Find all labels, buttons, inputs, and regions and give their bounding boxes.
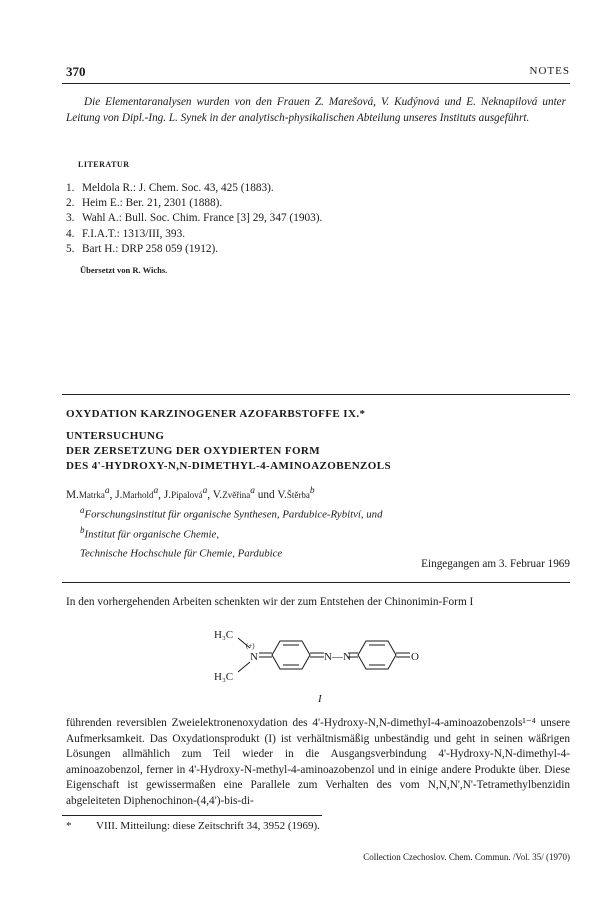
body-paragraph: führenden reversiblen Zweielektronenoxydation des 4'-Hydroxy-N,N-dimethyl-4-aminoazobenzols¹⁻⁴ unsere Aufmerksamkeit. Das Oxydationsprodukt (I) ist verhältnismäßig unbeständig und geht in seinen wäßrigen Lösungen allmählich zum Teil wieder in die Ausgangsverbindung 4'-Hydroxy-N,N-dimethyl-4-aminoazobenzol, ferner in 4'-Hydroxy-N-methyl-4-aminoazobenzol und in einige andere Produkte über. Diese Eigenschaft ist gewissermaßen eine Parallele zum Verhalten des vom N,N,N',N'-Tetramethylbenzidin abgeleiteten Diphenochinon-(4,4')-bis-di- [66,717,570,807]
intro-line: In den vorhergehenden Arbeiten schenkten wir der zum Entstehen der Chinonimin-Form I [66,596,474,608]
article-subtitle [66,429,391,474]
subtitle-line: DER ZERSETZUNG DER OXYDIERTEN FORM [66,445,321,457]
affiliation-line: $^a$Forschungsinstitut für organische Synthesen, Pardubice-Rybitví, und [80,505,383,521]
reference-item: 4. F.I.A.T.: 1313/III, 393. [66,227,186,240]
methyl-bottom-label: H₃C [214,671,234,683]
reference-item: 3. Wahl A.: Bull. Soc. Chim. France [3] 29, 347 (1903). [66,212,323,225]
affiliation-line: $^b$Institut für organische Chemie, [80,524,220,541]
section-rule [62,582,570,583]
charge-label: (+) [246,642,255,650]
compound-label: I [318,693,322,705]
page-number: 370 [66,64,86,79]
author: M.Matrka$^a$ [66,486,110,501]
reference-item: 2. Heim E.: Ber. 21, 2301 (1888). [66,197,223,210]
affiliations [80,503,382,562]
methyl-top-label: H₃C [214,629,234,641]
header-rule [62,83,570,84]
author: V.Štěrba$^b$ [277,486,315,501]
azo-label: N—N [324,651,351,663]
translator-credit: Übersetzt von R. Wichs. [80,265,168,275]
subtitle-line: DES 4'-HYDROXY-N,N-DIMETHYL-4-AMINOAZOBENZOLS [66,460,392,472]
page-header [66,64,570,80]
footnote: * VIII. Mitteilung: diese Zeitschrift 34, 3952 (1969). [66,820,320,832]
chemical-structure [200,620,440,710]
nitrogen-label: N [250,651,258,663]
subtitle-line: UNTERSUCHUNG [66,430,165,442]
author: J.Marhold$^a$ [115,486,159,501]
affiliation-line: Technische Hochschule für Chemie, Pardubice [80,547,283,560]
received-date: Eingegangen am 3. Februar 1969 [421,558,570,570]
literature-heading: LITERATUR [78,160,130,169]
author: V.Zvěřina$^a$ [212,486,255,501]
article-title: OXYDATION KARZINOGENER AZOFARBSTOFFE IX.* [66,408,366,420]
oxygen-label: O [411,651,419,663]
reference-list [66,181,322,257]
reference-item: 5. Bart H.: DRP 258 059 (1912). [66,242,219,255]
reference-item: 1. Meldola R.: J. Chem. Soc. 43, 425 (1883). [66,182,274,194]
author-list: M.Matrka$^a$, J.Marhold$^a$, J.Pípalová$^a$, V.Zvěřina$^a$ und V.Štěrba$^b$ [66,486,315,501]
author: J.Pípalová$^a$ [163,486,208,501]
running-head: NOTES [529,65,570,77]
acknowledgement-paragraph: Die Elementaranalysen wurden von den Frauen Z. Marešová, V. Kudýnová und E. Neknapilová unter Leitung von Dipl.-Ing. L. Synek in der analytisch-physikalischen Abteilung unseres Instituts ausgeführt. [66,96,566,124]
section-rule [62,394,570,395]
footnote-rule [62,815,322,816]
journal-citation: Collection Czechoslov. Chem. Commun. /Vol. 35/ (1970) [363,852,570,862]
